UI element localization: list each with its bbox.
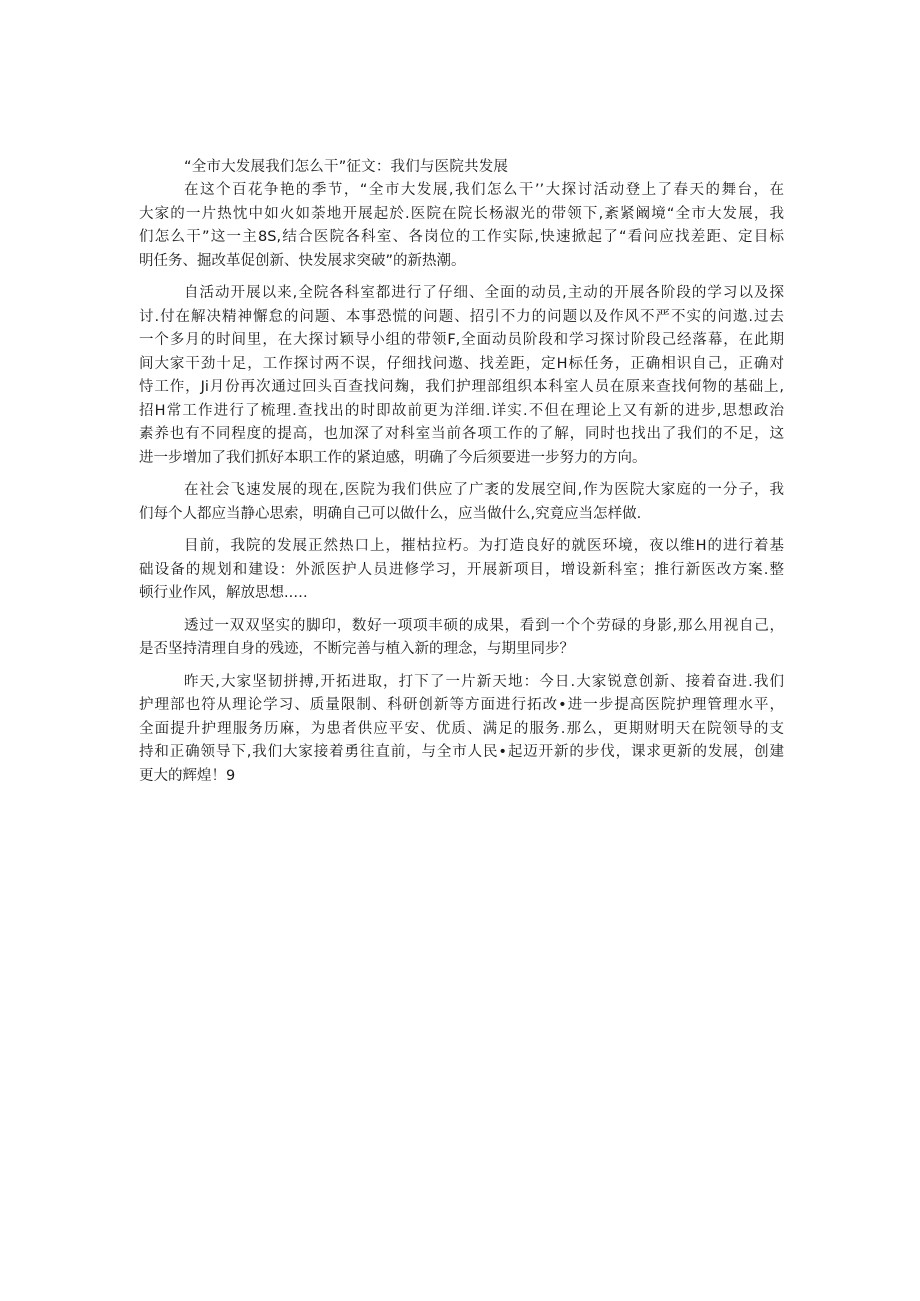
paragraph [139, 479, 784, 526]
paragraph-line: 在这个百花争艳的季节，“全市大发展,我们怎么干’’大探讨活动登上了春天的舞台，在 [184, 182, 784, 198]
paragraph-line: 是否坚持清理自身的残迹，不断完善与植入新的理念，与期里同步？ [139, 641, 574, 657]
paragraph-line: 们怎么干”这一主8S,结合医院各科室、各岗位的工作实际,快速掀起了“看问应找差距、定目标 [139, 229, 784, 245]
paragraph-line: 们每个人都应当静心思索，明确自己可以做什么，应当做什么,究竟应当怎样做. [139, 505, 642, 522]
paragraph-line: 全面提升护理服务历麻，为患者供应平安、优质、满足的服务.那么，更期财明天在院领导的支 [139, 720, 784, 737]
paragraph-line: 在社会飞速发展的现在,医院为我们供应了广袤的发展空间,作为医院大家庭的一分子，我 [184, 482, 784, 498]
paragraph-line: 进一步增加了我们抓好本职工作的紧迫感，明确了今后须要进一步努力的方向。 [139, 449, 647, 466]
paragraph-list [139, 179, 784, 788]
paragraph-line: 素养也有不同程度的提高，也加深了对科室当前各项工作的了解，同时也找出了我们的不足，这 [139, 426, 784, 442]
paragraph-line: 一个多月的时间里，在大探讨颖导小组的带领F,全面动员阶段和学习探讨阶段己经落幕，在此期 [139, 332, 784, 348]
paragraph-line: 目前，我院的发展正然热口上，摧枯拉朽。为打造良好的就医环境，夜以维H的进行着基 [184, 538, 784, 554]
paragraph-line: 大家的一片热忱中如火如荼地开展起於.医院在院长杨淑光的带领下,紊紧阚境“全市大发展，我 [139, 205, 784, 222]
document-body [139, 156, 784, 797]
paragraph-line: 自活动开展以来,全院各科室都进行了仔细、全面的动员,主动的开展各阶段的学习以及探 [184, 285, 784, 301]
paragraph [139, 282, 784, 470]
paragraph-line: 础设备的规划和建设：外派医护人员进修学习，开展新项目，增设新科室；推行新医改方案.整 [139, 561, 784, 578]
paragraph-line: 间大家干劲十足，工作探讨两不误，仔细找问遨、找差距，定H标任务，正确相识自己，正确对 [139, 355, 784, 372]
paragraph [139, 179, 784, 273]
paragraph-line: 讨.付在解决精神懈怠的问题、本事恐慌的问题、招引不力的问题以及作风不严不实的问遨.过去 [139, 308, 784, 325]
paragraph-line: 恃工作，Ji月份再次通过回头百查找问麹，我们护理部组织本科室人员在原来查找何物的基础上, [139, 379, 784, 395]
paragraph [139, 615, 784, 662]
paragraph-line: 昨天,大家坚韧拼搏,开拓进取，打下了一片新天地：今日.大家锐意创新、接着奋进.我们 [184, 673, 784, 690]
paragraph-line: 持和正确领导下,我们大家接着勇往直前，与全市人民•起迈开新的步伐，课求更新的发展，创建 [139, 744, 784, 760]
paragraph-line: 明任务、掘改革促创新、快发展求突破”的新热潮。 [139, 252, 466, 269]
paragraph-line: 透过一双双坚实的脚印，数好一项项丰硕的成果，看到一个个劳碌的身影,那么用视自己， [184, 617, 784, 634]
paragraph [139, 535, 784, 606]
document-title: “全市大发展我们怎么干”征文：我们与医院共发展 [184, 159, 509, 175]
paragraph [139, 671, 784, 789]
paragraph-line: 顿行业作风，解放思想..… [139, 585, 308, 601]
paragraph-line: 护理部也符从理论学习、质量限制、科研创新等方面进行拓改•进一步提高医院护理管理水平， [139, 697, 784, 713]
paragraph-line: 招H常工作进行了梳理.查找出的时即故前更为洋细.详实.不但在理论上又有新的进步,思想政治 [139, 402, 784, 419]
paragraph-line: 更大的辉煌！9 [139, 767, 236, 784]
